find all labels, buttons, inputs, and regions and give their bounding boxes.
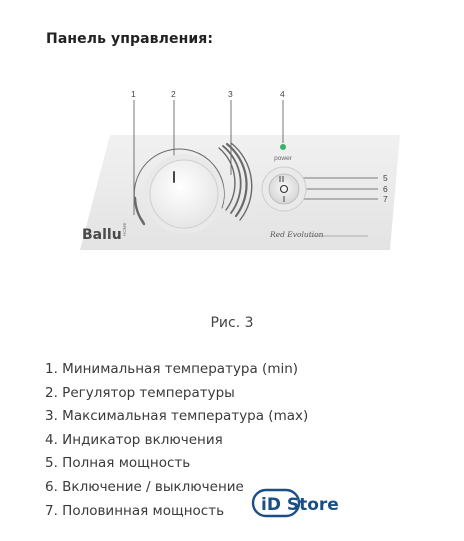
figure-caption: Рис. 3 bbox=[210, 315, 254, 331]
power-mode-button[interactable] bbox=[262, 167, 306, 211]
legend-item: 7. Половинная мощность bbox=[45, 502, 225, 519]
callout-number-7: 7 bbox=[383, 194, 388, 204]
legend-item: 2. Регулятор температуры bbox=[45, 384, 235, 401]
legend-item: 5. Полная мощность bbox=[45, 455, 191, 472]
legend-item: 3. Максимальная температура (max) bbox=[45, 408, 309, 425]
brand-sublabel: HOME bbox=[122, 222, 127, 236]
legend-item: 1. Минимальная температура (min) bbox=[45, 361, 299, 377]
power-indicator-label: power bbox=[274, 155, 292, 162]
callout-number-6: 6 bbox=[383, 184, 388, 194]
legend-item: 4. Индикатор включения bbox=[45, 431, 223, 448]
legend-item: 6. Включение / выключение bbox=[45, 478, 244, 495]
callout-number-5: 5 bbox=[383, 173, 388, 183]
callout-number-4: 4 bbox=[280, 89, 285, 99]
callout-number-3: 3 bbox=[228, 89, 233, 99]
model-signature: Red Evolution bbox=[270, 230, 324, 239]
callout-number-1: 1 bbox=[131, 89, 136, 99]
power-indicator-light bbox=[280, 144, 286, 150]
watermark-text: iD Store bbox=[261, 495, 339, 515]
temperature-knob[interactable] bbox=[144, 154, 224, 234]
callout-number-2: 2 bbox=[171, 89, 176, 99]
watermark-logo bbox=[250, 483, 370, 523]
brand-logo: Ballu bbox=[82, 227, 122, 243]
page-title: Панель управления: bbox=[46, 31, 214, 47]
